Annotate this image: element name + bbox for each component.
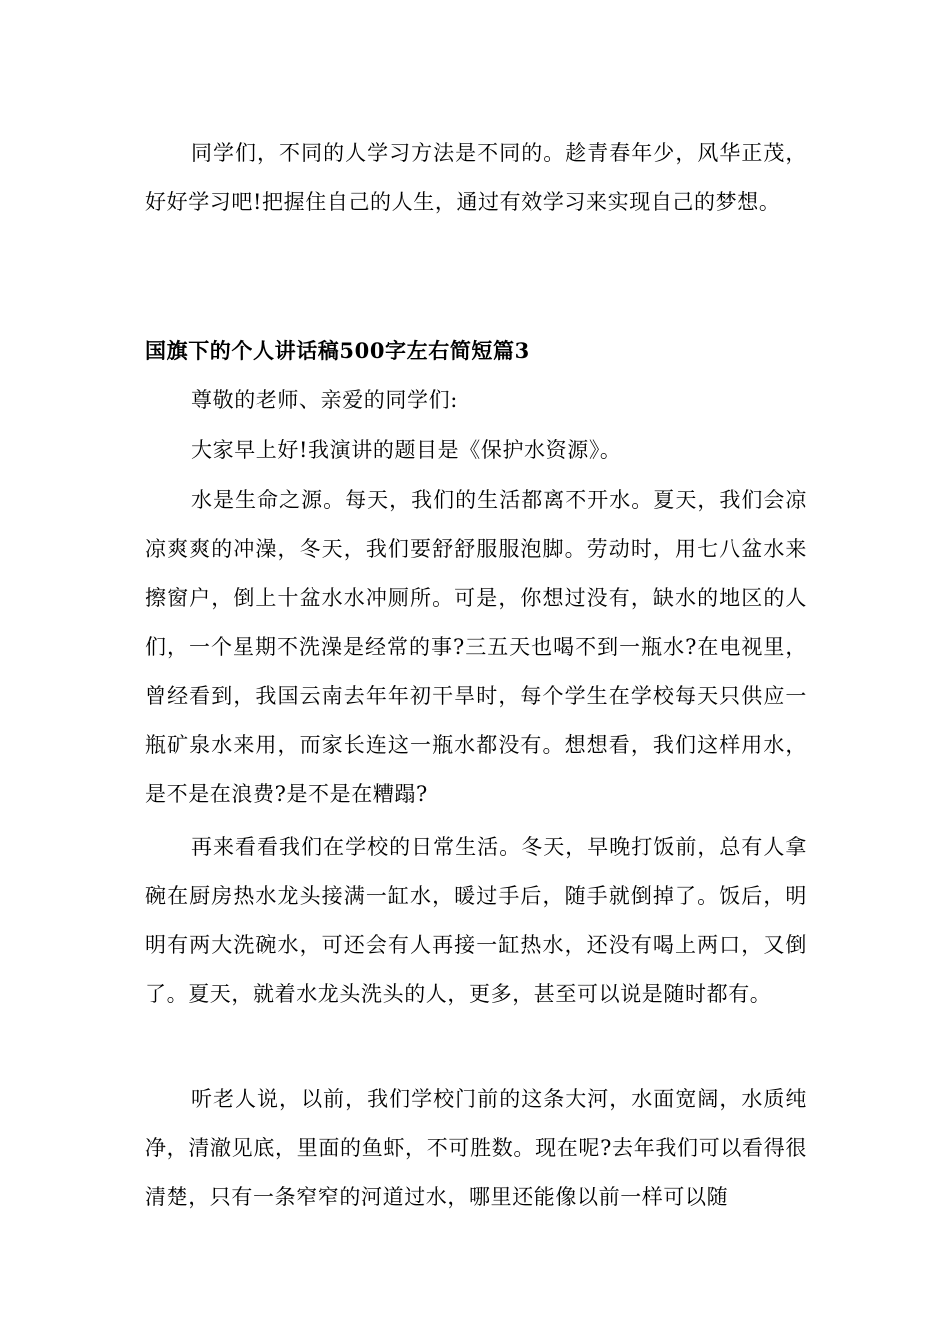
body-paragraph-2: 再来看看我们在学校的日常生活。冬天，早晚打饭前，总有人拿碗在厨房热水龙头接满一缸水，暖过手后，随手就倒掉了。饭后，明明有两大洗碗水，可还会有人再接一缸热水，还没有喝上两口，又倒了。夏天，就着水龙头洗头的人，更多，甚至可以说是随时都有。 bbox=[145, 835, 807, 1006]
paragraph-closing-previous: 同学们，不同的人学习方法是不同的。趁青春年少，风华正茂，好好学习吧!把握住自己的人生，通过有效学习来实现自己的梦想。 bbox=[145, 141, 807, 214]
body-paragraph-3: 听老人说，以前，我们学校门前的这条大河，水面宽阔，水质纯净，清澈见底，里面的鱼虾，不可胜数。现在呢?去年我们可以看得很清楚，只有一条窄窄的河道过水，哪里还能像以前一样可以随 bbox=[145, 1087, 807, 1209]
greeting: 大家早上好!我演讲的题目是《保护水资源》。 bbox=[191, 438, 622, 462]
section-title: 国旗下的个人讲话稿500字左右简短篇3 bbox=[145, 338, 530, 363]
salutation: 尊敬的老师、亲爱的同学们: bbox=[191, 388, 458, 412]
body-paragraph-1: 水是生命之源。每天，我们的生活都离不开水。夏天，我们会凉凉爽爽的冲澡，冬天，我们要舒舒服服泡脚。劳动时，用七八盆水来擦窗户，倒上十盆水水冲厕所。可是，你想过没有，缺水的地区的人们，一个星期不洗澡是经常的事?三五天也喝不到一瓶水?在电视里，曾经看到，我国云南去年年初干旱时，每个学生在学校每天只供应一瓶矿泉水来用，而家长连这一瓶水都没有。想想看，我们这样用水，是不是在浪费?是不是在糟蹋? bbox=[145, 488, 807, 806]
